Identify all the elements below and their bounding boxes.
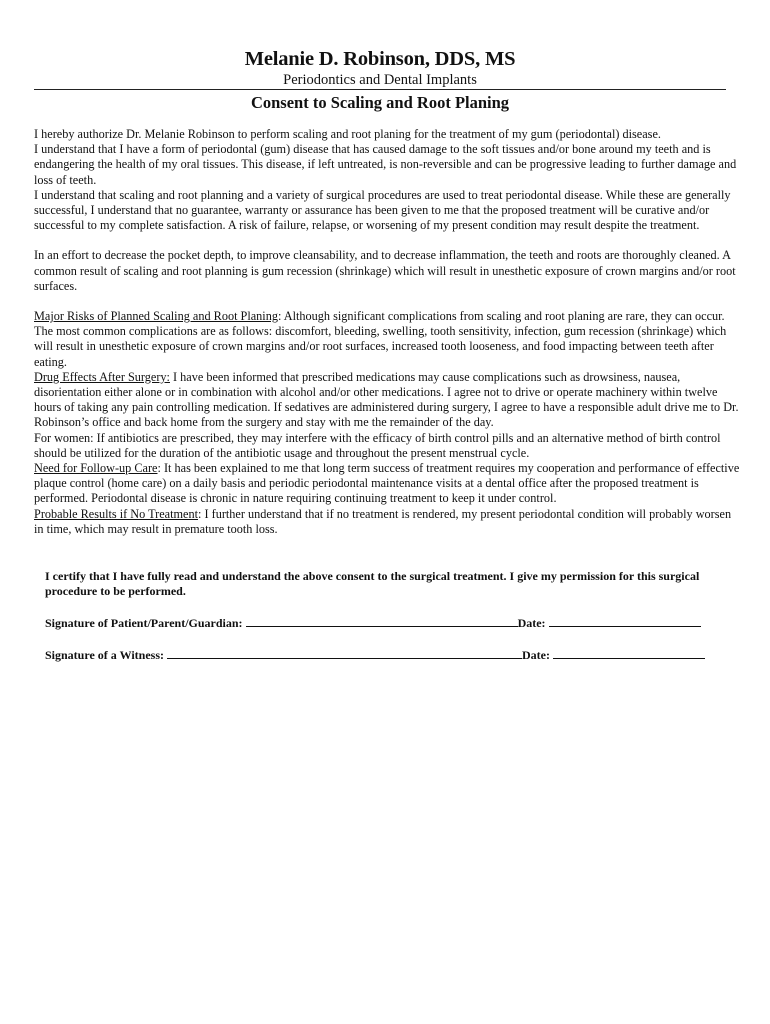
pocket-depth-paragraph: In an effort to decrease the pocket depth, to improve cleansability, and to decrease inflammation, the teeth and roots are thoroughly cleaned. A common result of scaling and root planning is gum recession (shrinkage) which will result in unesthetic exposure of crown margins and/or root surfaces. — [34, 248, 736, 293]
women-paragraph: For women: If antibiotics are prescribed, they may interfere with the efficacy of birth control pills and an alternative method of birth control should be utilized for the duration of the antibiotic usage and throughout the present menstrual cycle. — [34, 430, 721, 460]
risks-paragraph — [34, 309, 740, 370]
witness-date-field[interactable] — [553, 646, 705, 659]
witness-signature-label: Signature of a Witness: — [45, 648, 165, 662]
followup-text: : It has been explained to me that long term success of treatment requires my cooperation and performance of effective plaque control (home care) on a daily basis and periodic periodontal maintenance visits at a dental office after the proposed treatment is performed. Periodontal disease is chronic in nature requiring continuing treatment to keep it under control. — [34, 461, 740, 506]
consent-body — [34, 127, 740, 537]
document-title: Consent to Scaling and Root Planing — [250, 93, 510, 112]
no-treatment-paragraph — [34, 507, 740, 537]
risks-text: : Although significant complications from scaling and root planing are rare, they can occur. The most common complications are as follows: discomfort, bleeding, swelling, tooth sensitivity, infection, gum recession (shrinkage) which will result in unesthetic exposure of crown margins and/or root surfaces, increased tooth looseness, and food impacting between teeth after eating. — [34, 309, 727, 369]
drug-effects-paragraph — [34, 370, 740, 431]
paragraph-gap — [34, 294, 740, 309]
followup-heading: Need for Follow-up Care — [34, 461, 158, 476]
drug-effects-text: I have been informed that prescribed medications may cause complications such as drowsiness, nausea, disorientation either alone or in combination with alcohol and/or other medications. I agree not to drive or operate machinery within twelve hours of taking any pain controlling medication. If sedatives are administered during surgery, I agree to have a responsible adult drive me to Dr. Robinson’s office and back home from the surgery and stay with me the remainder of the day. — [34, 369, 739, 430]
witness-date-label: Date: — [522, 648, 550, 662]
followup-paragraph — [34, 461, 740, 507]
header-divider — [34, 89, 726, 90]
witness-signature-field[interactable] — [167, 646, 522, 659]
patient-signature-label: Signature of Patient/Parent/Guardian: — [45, 616, 243, 630]
certification-statement: I certify that I have fully read and understand the above consent to the surgical treatment. I give my permission for this surgical procedure to be performed. — [45, 569, 700, 598]
paragraph-gap — [34, 233, 740, 248]
doctor-name: Melanie D. Robinson, DDS, MS — [244, 48, 516, 70]
patient-signature-field[interactable] — [246, 614, 518, 627]
drug-effects-heading: Drug Effects After Surgery: — [34, 369, 170, 384]
understanding-paragraph: I understand that I have a form of periodontal (gum) disease that has caused damage to the soft tissues and/or bone around my teeth and is endangering the health of my oral tissues. This disease, if left untreated, is non-reversible and can be progressive leading to further damage and loss of teeth. — [34, 142, 737, 187]
patient-date-field[interactable] — [549, 614, 701, 627]
treatment-paragraph: I understand that scaling and root planning and a variety of surgical procedures are used to treat periodontal disease. While these are generally successful, I understand that no guarantee, warranty or assurance has been given to me that the proposed treatment will be curative and/or successful to my complete satisfaction. A risk of failure, relapse, or worsening of my present condition may result despite the treatment. — [34, 187, 731, 233]
no-treatment-heading: Probable Results if No Treatment — [34, 506, 199, 521]
risks-heading: Major Risks of Planned Scaling and Root Planing — [34, 309, 278, 324]
authorization-paragraph: I hereby authorize Dr. Melanie Robinson to perform scaling and root planing for the treatment of my gum (periodontal) disease. — [34, 127, 661, 141]
patient-date-label: Date: — [517, 616, 546, 630]
no-treatment-text: : I further understand that if no treatment is rendered, my present periodontal condition will probably worsen in time, which may result in premature tooth loss. — [34, 506, 732, 536]
witness-signature-row — [45, 646, 735, 663]
practice-specialty: Periodontics and Dental Implants — [283, 72, 477, 88]
patient-signature-row — [45, 614, 735, 631]
